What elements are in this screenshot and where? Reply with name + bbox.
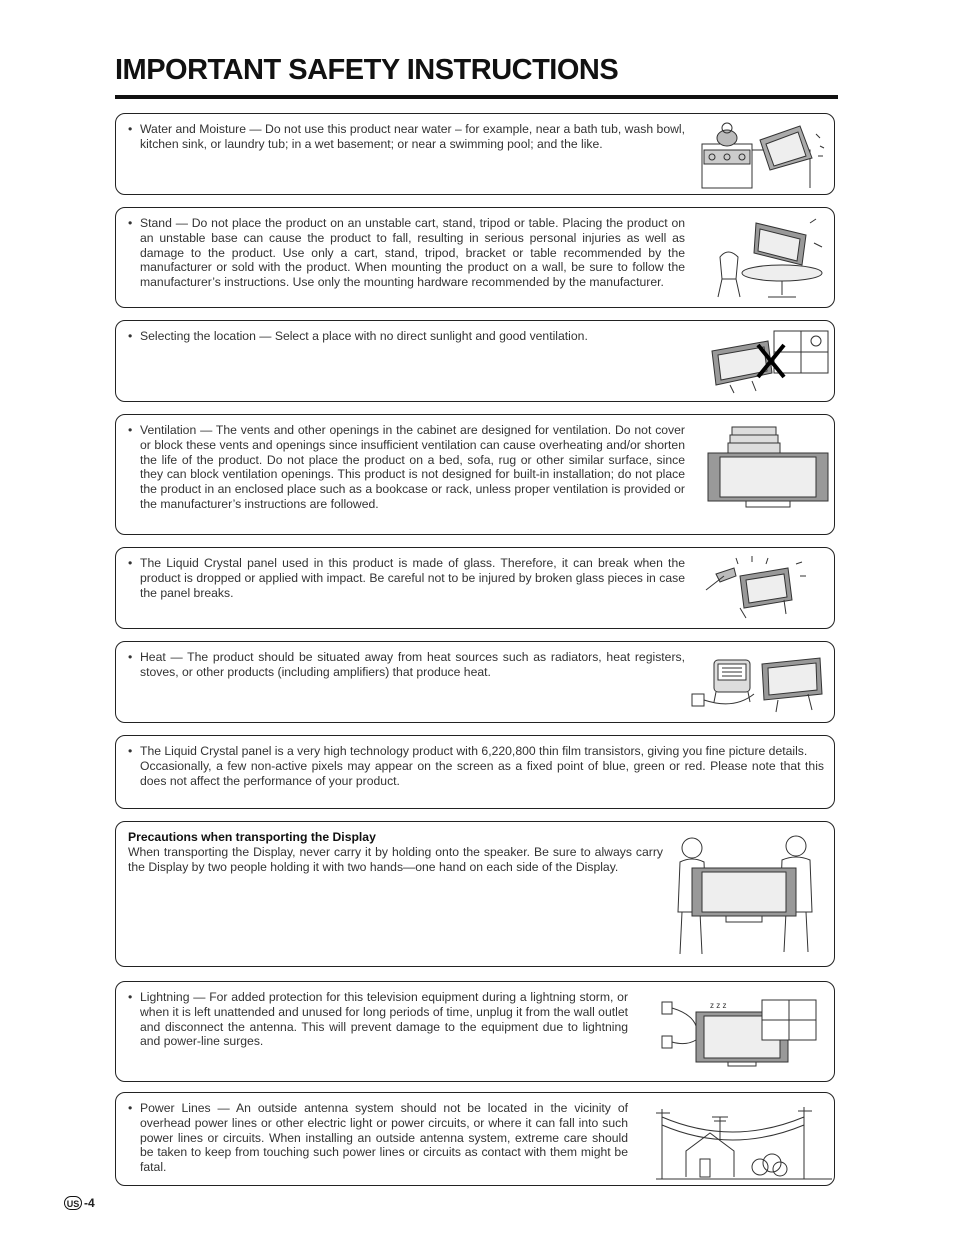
safety-item-text: • Ventilation — The vents and other openings in the cabinet are designed for ventilation. Do not cover or block these vents and openings since insufficient ventilation can cause overheating and/or shorten the life of the product. Do not place the product on a bed, sofa, rug or other similar surface, since they can block ventilation openings. This product is not designed for built-in installation; do not place the product in an enclosed place such as a bookcase or rack, unless proper ventilation is provided or the manufacturer’s instructions are followed. xyxy=(128,423,685,511)
safety-item-glass-panel xyxy=(115,547,835,629)
display-on-unstable-table-icon xyxy=(710,213,834,301)
page-number: -4 xyxy=(84,1196,95,1210)
safety-item-pixels xyxy=(115,735,835,809)
page-footer xyxy=(64,1196,95,1210)
safety-item-text: • Selecting the location — Select a place with no direct sunlight and good ventilation. xyxy=(128,329,588,343)
pixels-paragraph-1: The Liquid Crystal panel is a very high technology product with 6,220,800 thin film transistors, giving you fine picture details. xyxy=(140,744,808,758)
safety-item-text: • Water and Moisture — Do not use this product near water – for example, near a bath tub, wash bowl, kitchen sink, or laundry tub; in a wet basement; or near a swimming pool; and the like. xyxy=(128,122,685,151)
display-in-sunlight-icon xyxy=(708,329,832,395)
safety-item-text xyxy=(128,830,663,874)
safety-item-text: • Stand — Do not place the product on an unstable cart, stand, tripod or table. Placing the product on an unstable base can cause the product to fall, resulting in serious personal injuries as well as damage to the product. Use only a cart, stand, tripod, bracket or table recommended by the manufacturer or sold with the product. When mounting the product on a wall, be sure to follow the manufacturer’s instructions. Use only the mounting hardware recommended by the manufacturer. xyxy=(128,216,685,290)
safety-item-text: • Lightning — For added protection for this television equipment during a lightning storm, or when it is left unattended and unused for long periods of time, unplug it from the wall outlet and disconnect the antenna. This will prevent damage to the equipment due to lightning and power-line surges. xyxy=(128,990,628,1049)
safety-item-water xyxy=(115,113,835,195)
safety-item-stand xyxy=(115,207,835,308)
safety-item-text: • Heat — The product should be situated away from heat sources such as radiators, heat registers, stoves, or other products (including amplifiers) that produce heat. xyxy=(128,650,685,679)
region-badge: US xyxy=(64,1196,82,1210)
antenna-near-power-lines-icon xyxy=(656,1099,832,1181)
safety-item-lightning xyxy=(115,981,835,1082)
safety-item-heat xyxy=(115,641,835,723)
display-with-books-icon xyxy=(706,425,834,511)
transport-body: When transporting the Display, never carry it by holding onto the speaker. Be sure to always carry the Display by two people holding it with two hands—one hand on each side of the Display. xyxy=(128,844,663,874)
safety-item-transport xyxy=(115,821,835,967)
transport-heading: Precautions when transporting the Display xyxy=(128,830,376,844)
safety-item-location xyxy=(115,320,835,402)
safety-item-text: • The Liquid Crystal panel used in this product is made of glass. Therefore, it can break when the product is dropped or applied with impact. Be careful not to be injured by broken glass pieces in case the panel breaks. xyxy=(128,556,685,600)
page-title: IMPORTANT SAFETY INSTRUCTIONS xyxy=(115,54,619,86)
two-people-carrying-display-icon xyxy=(656,832,834,958)
safety-item-ventilation xyxy=(115,414,835,535)
title-rule xyxy=(115,95,838,99)
safety-item-power-lines xyxy=(115,1092,835,1186)
safety-item-text: • Power Lines — An outside antenna system should not be located in the vicinity of overhead power lines or other electric light or power circuits, or where it can fall into such power lines or circuits. When installing an outside antenna system, extreme care should be taken to keep from touching such power lines or circuits as contact with them might be fatal. xyxy=(128,1101,628,1175)
heater-near-display-icon xyxy=(690,654,830,716)
hammer-hitting-display-icon xyxy=(696,554,826,624)
unplugged-display-icon xyxy=(656,994,832,1070)
safety-item-text: • The Liquid Crystal panel is a very high technology product with 6,220,800 thin film transistors, giving you fine picture details. Occasionally, a few non-active pixels may appear on the screen as a fixed point of blue, green or red. Please note that this does not affect the performance of your product. xyxy=(128,744,824,788)
svg-text:z z z: z z z xyxy=(710,1001,727,1010)
pixels-paragraph-2: Occasionally, a few non-active pixels may appear on the screen as a fixed point of blue, green or red. Please note that this does not affect the performance of your product. xyxy=(140,758,824,788)
sink-and-display-icon xyxy=(700,120,834,190)
